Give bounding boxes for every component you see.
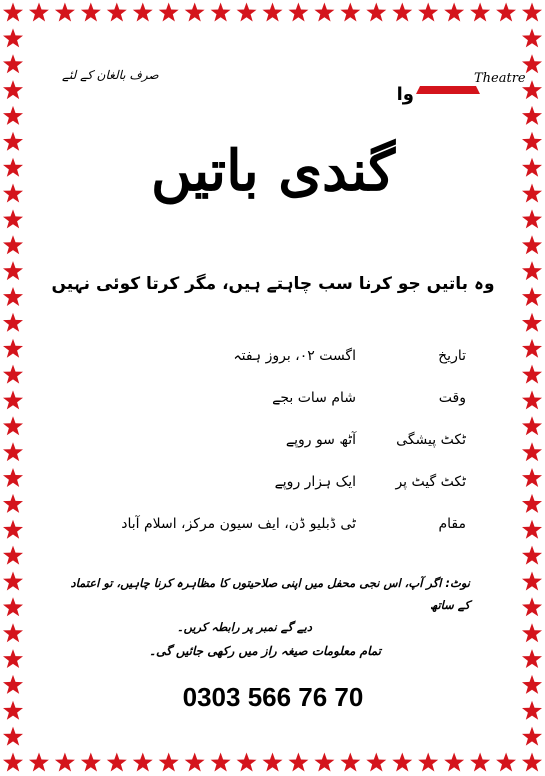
detail-row-gate-ticket: [66, 468, 466, 496]
detail-row-venue: [66, 510, 466, 538]
star-icon: [3, 572, 23, 591]
star-icon: [3, 701, 23, 720]
star-icon: [133, 3, 153, 22]
star-icon: [3, 597, 23, 616]
detail-value: اگست ۰۲، بروز ہفتہ: [233, 348, 356, 364]
star-icon: [522, 701, 542, 720]
star-icon: [3, 546, 23, 565]
star-icon: [159, 753, 179, 772]
star-icon: [237, 3, 257, 22]
poster: [48, 46, 526, 730]
star-icon: [133, 753, 153, 772]
detail-value: آٹھ سو روپے: [285, 432, 356, 448]
star-icon: [366, 753, 386, 772]
star-icon: [418, 753, 438, 772]
star-icon: [522, 520, 542, 539]
star-icon: [522, 287, 542, 306]
page-title: گندی باتیں: [150, 138, 396, 204]
star-icon: [3, 184, 23, 203]
star-icon: [522, 390, 542, 409]
star-icon: [444, 753, 464, 772]
detail-value: شام سات بجے: [272, 390, 356, 406]
star-icon: [3, 649, 23, 668]
star-icon: [3, 468, 23, 487]
star-icon: [522, 313, 542, 332]
star-icon: [522, 623, 542, 642]
star-icon: [3, 494, 23, 513]
star-icon: [3, 339, 23, 358]
star-icon: [522, 546, 542, 565]
star-icon: [522, 365, 542, 384]
star-icon: [81, 3, 101, 22]
star-icon: [3, 623, 23, 642]
adults-only-label: صرف بالغان کے لئے: [62, 68, 159, 82]
star-icon: [55, 3, 75, 22]
star-icon: [3, 416, 23, 435]
star-icon: [107, 3, 127, 22]
star-icon: [522, 209, 542, 228]
star-icon: [392, 3, 412, 22]
star-icon: [3, 3, 23, 22]
star-icon: [3, 675, 23, 694]
star-icon: [522, 753, 542, 772]
star-icon: [522, 442, 542, 461]
star-icon: [522, 106, 542, 125]
event-details: [66, 342, 466, 552]
star-icon: [263, 3, 283, 22]
star-icon: [3, 235, 23, 254]
star-icon: [211, 753, 231, 772]
star-icon: [81, 753, 101, 772]
star-icon: [418, 3, 438, 22]
star-icon: [522, 675, 542, 694]
logo-mark: وا: [396, 84, 414, 105]
star-icon: [522, 235, 542, 254]
star-icon: [314, 753, 334, 772]
star-icon: [159, 3, 179, 22]
star-icon: [3, 365, 23, 384]
star-icon: [3, 313, 23, 332]
star-icon: [340, 3, 360, 22]
star-icon: [496, 3, 516, 22]
star-icon: [3, 261, 23, 280]
star-icon: [289, 753, 309, 772]
star-icon: [522, 261, 542, 280]
star-icon: [522, 158, 542, 177]
star-icon: [522, 468, 542, 487]
star-icon: [29, 753, 49, 772]
star-icon: [522, 572, 542, 591]
contact-note: [60, 572, 470, 638]
star-icon: [3, 106, 23, 125]
star-icon: [3, 287, 23, 306]
star-icon: [496, 753, 516, 772]
star-icon: [289, 3, 309, 22]
star-icon: [107, 753, 127, 772]
star-icon: [444, 3, 464, 22]
detail-value: ٹی ڈبلیو ڈن، ایف سیون مرکز، اسلام آباد: [121, 516, 356, 532]
star-icon: [522, 3, 542, 22]
star-icon: [522, 339, 542, 358]
star-icon: [522, 28, 542, 47]
tagline: وہ باتیں جو کرنا سب چاہتے ہیں، مگر کرتا کوئی نہیں: [51, 274, 495, 294]
star-icon: [185, 3, 205, 22]
detail-label: ٹکٹ پیشگی: [396, 432, 466, 448]
note-line-2: دیے گے نمبر پر رابطہ کریں۔: [176, 620, 312, 634]
star-icon: [3, 80, 23, 99]
star-icon: [522, 416, 542, 435]
star-icon: [522, 649, 542, 668]
star-icon: [522, 494, 542, 513]
phone-number: 0303 566 76 70: [182, 682, 364, 712]
detail-row-time: [66, 384, 466, 412]
detail-label: ٹکٹ گیٹ پر: [395, 474, 466, 490]
star-icon: [522, 727, 542, 746]
star-icon: [3, 54, 23, 73]
star-icon: [185, 753, 205, 772]
star-icon: [3, 727, 23, 746]
star-icon: [470, 753, 490, 772]
detail-row-date: [66, 342, 466, 370]
star-icon: [366, 3, 386, 22]
star-icon: [211, 3, 231, 22]
star-icon: [29, 3, 49, 22]
star-icon: [3, 442, 23, 461]
privacy-note: تمام معلومات صیغہ راز میں رکھی جائیں گی۔: [148, 644, 382, 658]
note-line-1: نوٹ: اگر آپ، اس نجی محفل میں اپنی صلاحیتوں کا مظاہرہ کرنا چاہیں، تو اعتماد کے ساتھ: [70, 576, 470, 612]
detail-label: تاریخ: [438, 348, 466, 364]
star-icon: [470, 3, 490, 22]
star-icon: [522, 132, 542, 151]
star-icon: [522, 597, 542, 616]
star-icon: [3, 209, 23, 228]
star-icon: [3, 390, 23, 409]
star-icon: [55, 753, 75, 772]
detail-row-advance-ticket: [66, 426, 466, 454]
star-icon: [237, 753, 257, 772]
detail-label: مقام: [438, 516, 466, 532]
star-icon: [314, 3, 334, 22]
star-icon: [392, 753, 412, 772]
star-icon: [522, 184, 542, 203]
detail-value: ایک ہزار روپے: [274, 474, 356, 490]
logo-word: Theatre: [474, 71, 526, 86]
star-icon: [263, 753, 283, 772]
theatre-logo: [396, 56, 526, 105]
star-icon: [3, 28, 23, 47]
detail-label: وقت: [438, 390, 466, 406]
star-icon: [3, 132, 23, 151]
star-icon: [3, 753, 23, 772]
star-icon: [340, 753, 360, 772]
star-icon: [3, 158, 23, 177]
star-icon: [3, 520, 23, 539]
